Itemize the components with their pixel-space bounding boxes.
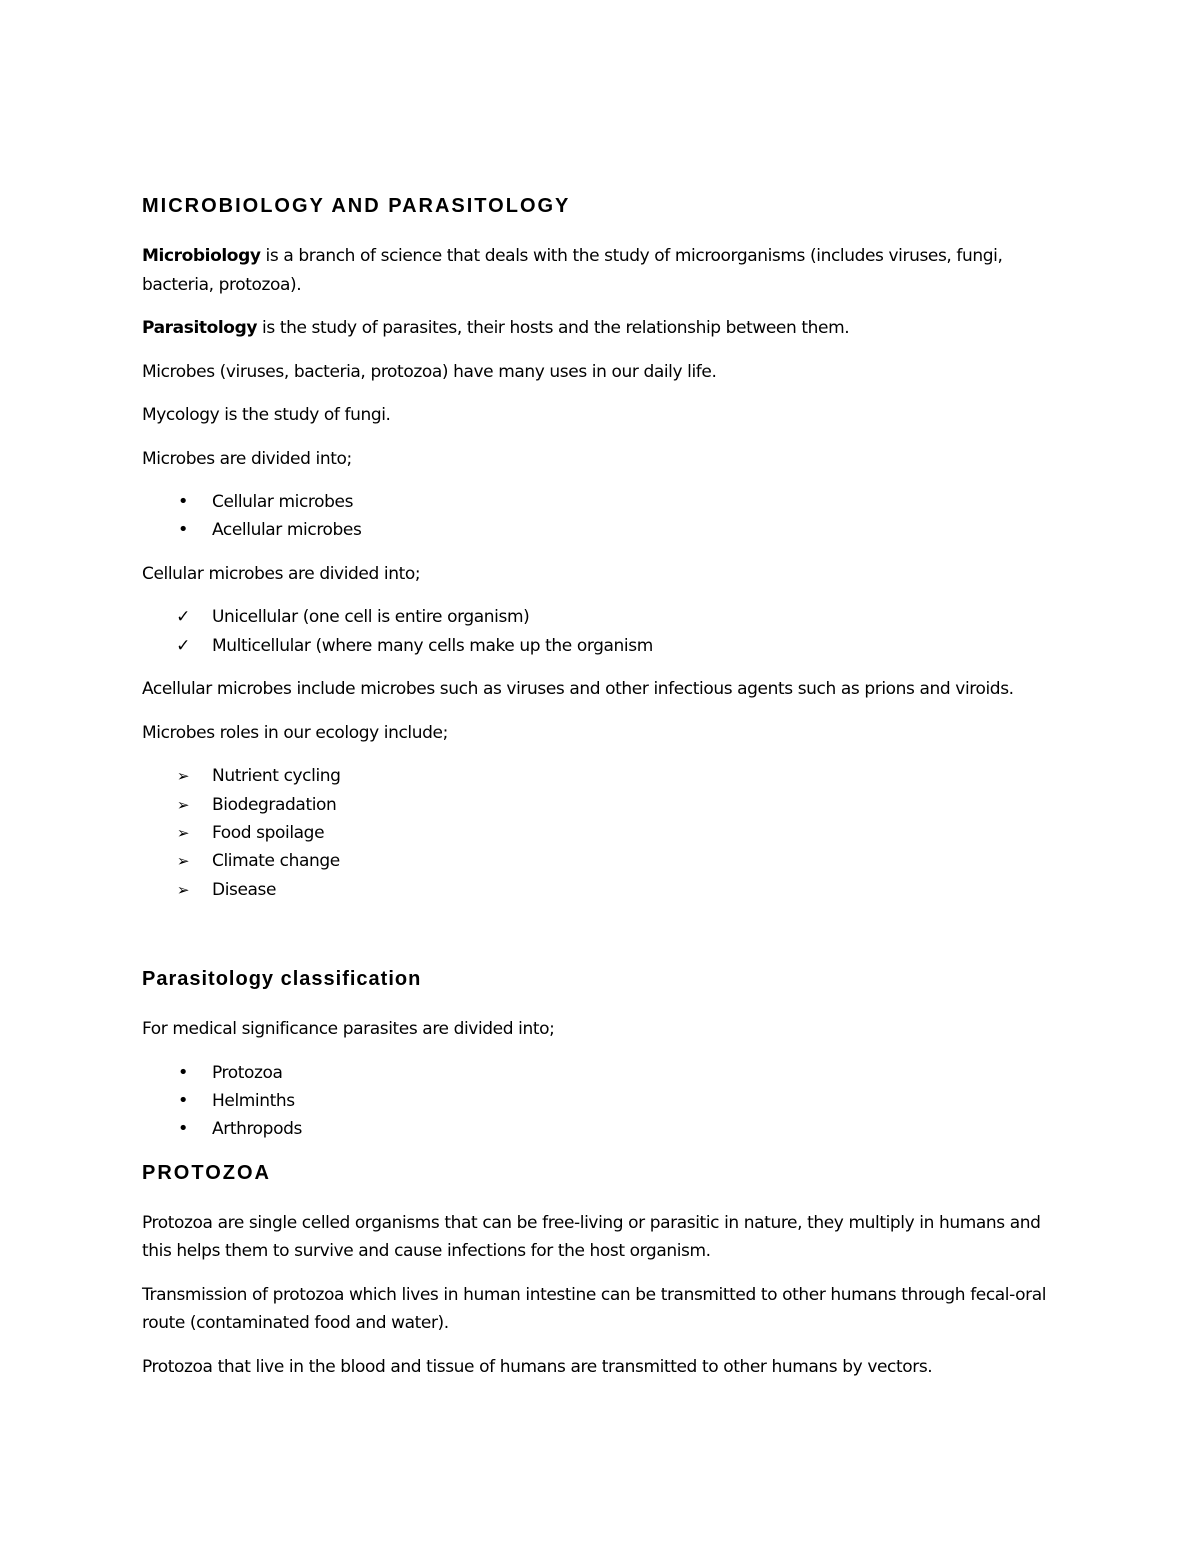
microbiology-definition [142, 242, 1072, 299]
paragraph-microbes-divided: Microbes are divided into; [142, 448, 352, 469]
list-item [142, 791, 1072, 819]
list-item-text: Protozoa [212, 1062, 283, 1083]
document-page [142, 192, 1072, 1396]
paragraph-protozoa-transmission: Transmission of protozoa which lives in human intestine can be transmitted to other humans through fecal-oral route (contaminated food and water). [142, 1284, 1047, 1334]
parasitology-definition [142, 314, 1072, 343]
parasitology-term: Parasitology [142, 318, 258, 338]
section-spacer [142, 919, 1072, 965]
bullet-icon: • [177, 1118, 189, 1140]
bullet-icon: • [177, 1090, 189, 1112]
list-item [142, 603, 1072, 631]
document-title: MICROBIOLOGY AND PARASITOLOGY [142, 195, 571, 217]
list-item-text: Food spoilage [212, 822, 325, 843]
list-item-text: Disease [212, 879, 277, 900]
ecology-roles-list [142, 762, 1072, 904]
bullet-icon: • [177, 519, 189, 541]
arrow-bullet-icon: ➢ [176, 880, 190, 899]
list-item [142, 876, 1072, 904]
list-item [142, 516, 1072, 544]
checkmark-icon: ✓ [176, 607, 190, 628]
parasitology-definition-text: is the study of parasites, their hosts and the relationship between them. [257, 318, 850, 338]
paragraph-microbes-uses: Microbes (viruses, bacteria, protozoa) have many uses in our daily life. [142, 361, 717, 382]
list-item [142, 1087, 1072, 1115]
section-heading-protozoa: PROTOZOA [142, 1161, 271, 1184]
list-item-text: Unicellular (one cell is entire organism) [212, 607, 530, 628]
microbe-types-list [142, 488, 1072, 545]
microbiology-definition-text: is a branch of science that deals with the study of microorganisms (includes viruses, fungi, bacteria, protozoa). [142, 246, 1003, 295]
paragraph-cellular-divided: Cellular microbes are divided into; [142, 563, 421, 584]
list-item-text: Nutrient cycling [212, 766, 341, 787]
cellular-types-list [142, 603, 1072, 660]
bullet-icon: • [177, 1061, 189, 1083]
checkmark-icon: ✓ [176, 635, 190, 656]
list-item [142, 762, 1072, 790]
list-item-text: Cellular microbes [212, 492, 354, 512]
list-item-text: Multicellular (where many cells make up the organism [212, 635, 653, 656]
list-item [142, 632, 1072, 660]
parasite-types-list [142, 1059, 1072, 1144]
section-heading-parasitology: Parasitology classification [142, 968, 422, 991]
list-item [142, 1059, 1072, 1087]
list-item [142, 847, 1072, 875]
paragraph-parasites-divided: For medical significance parasites are divided into; [142, 1019, 555, 1040]
bullet-icon: • [177, 491, 189, 512]
paragraph-protozoa-definition: Protozoa are single celled organisms that can be free-living or parasitic in nature, they multiply in humans and this helps them to survive and cause infections for the host organism. [142, 1212, 1041, 1262]
list-item [142, 819, 1072, 847]
list-item-text: Biodegradation [212, 794, 337, 815]
arrow-bullet-icon: ➢ [176, 795, 190, 814]
arrow-bullet-icon: ➢ [176, 852, 190, 871]
arrow-bullet-icon: ➢ [176, 823, 190, 842]
paragraph-acellular: Acellular microbes include microbes such as viruses and other infectious agents such as prions and viroids. [142, 679, 1014, 700]
arrow-bullet-icon: ➢ [176, 767, 190, 786]
list-item [142, 1115, 1072, 1143]
paragraph-mycology: Mycology is the study of fungi. [142, 405, 391, 425]
list-item-text: Acellular microbes [212, 520, 362, 541]
list-item-text: Helminths [212, 1091, 295, 1112]
paragraph-ecology-roles: Microbes roles in our ecology include; [142, 722, 448, 743]
microbiology-term: Microbiology [142, 246, 261, 266]
paragraph-protozoa-vectors: Protozoa that live in the blood and tissue of humans are transmitted to other humans by vectors. [142, 1356, 933, 1377]
list-item-text: Arthropods [212, 1119, 302, 1140]
list-item [142, 488, 1072, 516]
list-item-text: Climate change [212, 851, 340, 872]
